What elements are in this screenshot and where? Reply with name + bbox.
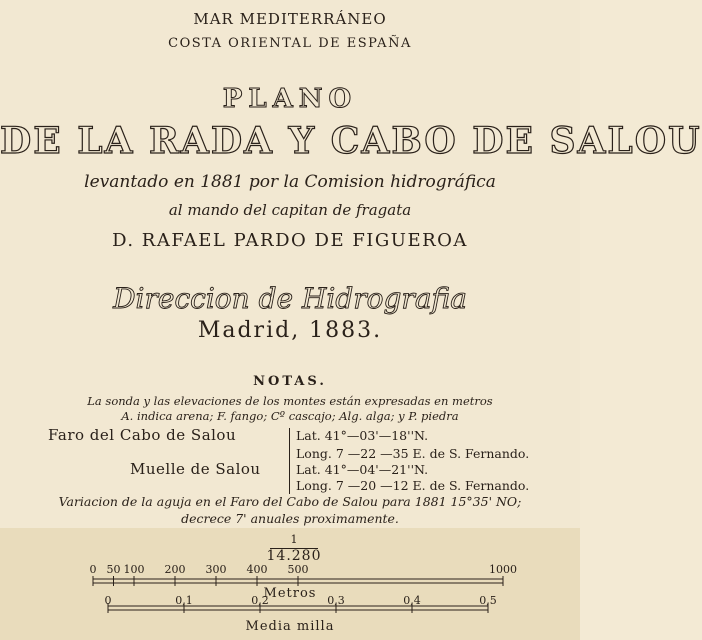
commander-name: D. RAFAEL PARDO DE FIGUEROA [112,230,468,251]
place-pier-lat: Lat. 41°—04'—21''N. [296,462,429,477]
miles-tick-label: 0,3 [327,594,345,607]
meters-tick-label: 100 [123,563,145,576]
map-title: DE LA RADA Y CABO DE SALOU [0,120,702,162]
meters-scale-bar [93,576,503,586]
miles-tick-label: 0,2 [251,594,269,607]
place-pier-name: Muelle de Salou [130,460,261,478]
meters-tick-label: 50 [106,563,121,576]
miles-scale-bar [108,603,488,613]
sea-name: MAR MEDITERRÁNEO [193,10,387,28]
miles-tick-label: 0,4 [403,594,421,607]
meters-label: Metros [263,586,317,601]
scale-numerator: 1 [290,533,298,546]
place-lighthouse-name: Faro del Cabo de Salou [48,426,237,444]
meters-tick-label: 0 [89,563,97,576]
note-soundings: La sonda y las elevaciones de los montes están expresadas en metros [87,394,493,408]
notes-heading: NOTAS. [253,374,327,389]
miles-tick-label: 0 [104,594,112,607]
place-year: Madrid, 1883. [197,318,383,343]
meters-tick-label: 1000 [489,563,517,576]
miles-label: Media milla [245,619,335,634]
miles-tick-label: 0,5 [479,594,497,607]
place-lighthouse-lat: Lat. 41°—03'—18''N. [296,428,429,443]
plan-heading: PLANO [222,84,358,114]
publisher: Direccion de Hidrografia [113,282,467,315]
coast-name: COSTA ORIENTAL DE ESPAÑA [168,36,412,51]
note-seabed-key: A. indica arena; F. fango; Cº cascajo; Alg. alga; y P. piedra [121,409,459,423]
meters-tick-label: 300 [205,563,227,576]
survey-line: levantado en 1881 por la Comision hidrográfica [84,172,496,192]
magnetic-variation: Variacion de la aguja en el Faro del Cabo de Salou para 1881 15°35' NO; [58,494,522,509]
meters-tick-label: 500 [287,563,309,576]
scale-denominator: 14.280 [266,548,322,564]
miles-tick-label: 0,1 [175,594,193,607]
meters-tick-label: 400 [246,563,268,576]
place-lighthouse-long: Long. 7 —22 —35 E. de S. Fernando. [296,446,530,461]
variation-change: decrece 7' anuales proximamente. [181,511,399,526]
command-line: al mando del capitan de fragata [168,201,412,219]
place-pier-long: Long. 7 —20 —12 E. de S. Fernando. [296,478,530,493]
meters-tick-label: 200 [164,563,186,576]
